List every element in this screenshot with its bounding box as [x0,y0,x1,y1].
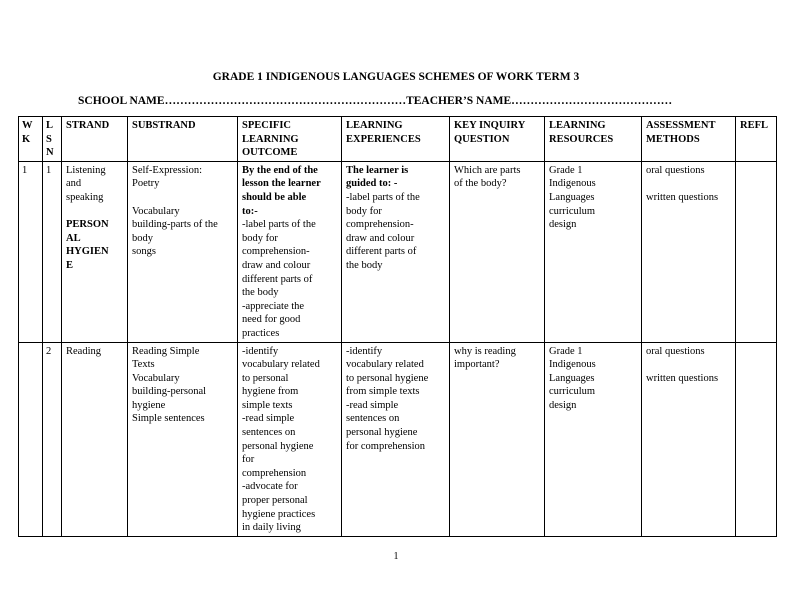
cell-substrand: Self-Expression: Poetry Vocabulary building-parts of the body songs [128,161,238,342]
cell-assessment: oral questions written questions [642,161,736,342]
cell-resources: Grade 1 Indigenous Languages curriculum design [545,161,642,342]
table-row [19,342,777,536]
cell-outcome: -identify vocabulary related to personal hygiene from simple texts -read simple sentences on personal hygiene for comprehension -advocate for proper personal hygiene practices in daily living [238,342,342,536]
cell-strand: Listening and speaking PERSON AL HYGIEN E [62,161,128,342]
strand-topic: PERSON AL HYGIEN E [66,219,109,271]
cell-experiences: -identify vocabulary related to personal hygiene from simple texts -read simple sentences on personal hygiene for comprehension [342,342,450,536]
document-title: GRADE 1 INDIGENOUS LANGUAGES SCHEMES OF WORK TERM 3 [212,71,580,83]
cell-resources: Grade 1 Indigenous Languages curriculum design [545,342,642,536]
page-number: 1 [393,551,399,562]
header-assessment: ASSESSMENT METHODS [642,117,736,162]
header-lesson: L S N [43,117,62,162]
cell-assessment: oral questions written questions [642,342,736,536]
cell-substrand: Reading Simple Texts Vocabulary building-personal hygiene Simple sentences [128,342,238,536]
header-strand: STRAND [62,117,128,162]
cell-strand: Reading [62,342,128,536]
cell-week: 1 [19,161,43,342]
table-header-row [19,117,777,162]
cell-reflection [736,342,777,536]
cell-inquiry: why is reading important? [450,342,545,536]
header-resources: LEARNING RESOURCES [545,117,642,162]
header-reflection: REFL [736,117,777,162]
header-inquiry: KEY INQUIRY QUESTION [450,117,545,162]
header-substrand: SUBSTRAND [128,117,238,162]
cell-week [19,342,43,536]
header-week: W K [19,117,43,162]
cell-outcome: By the end of the lesson the learner should be able to:- -label parts of the body for comprehension- draw and colour different parts of the body -appreciate the need for good practices [238,161,342,342]
cell-lesson: 2 [43,342,62,536]
cell-lesson: 1 [43,161,62,342]
cell-reflection [736,161,777,342]
school-teacher-name-line: SCHOOL NAME………………………………………………………TEACHER’S NAME…………………………………… [78,95,673,107]
header-experiences: LEARNING EXPERIENCES [342,117,450,162]
table-row [19,161,777,342]
header-outcome: SPECIFIC LEARNING OUTCOME [238,117,342,162]
scheme-of-work-table [18,116,777,537]
cell-experiences: The learner is guided to: - -label parts of the body for comprehension- draw and colour different parts of the body [342,161,450,342]
cell-inquiry: Which are parts of the body? [450,161,545,342]
